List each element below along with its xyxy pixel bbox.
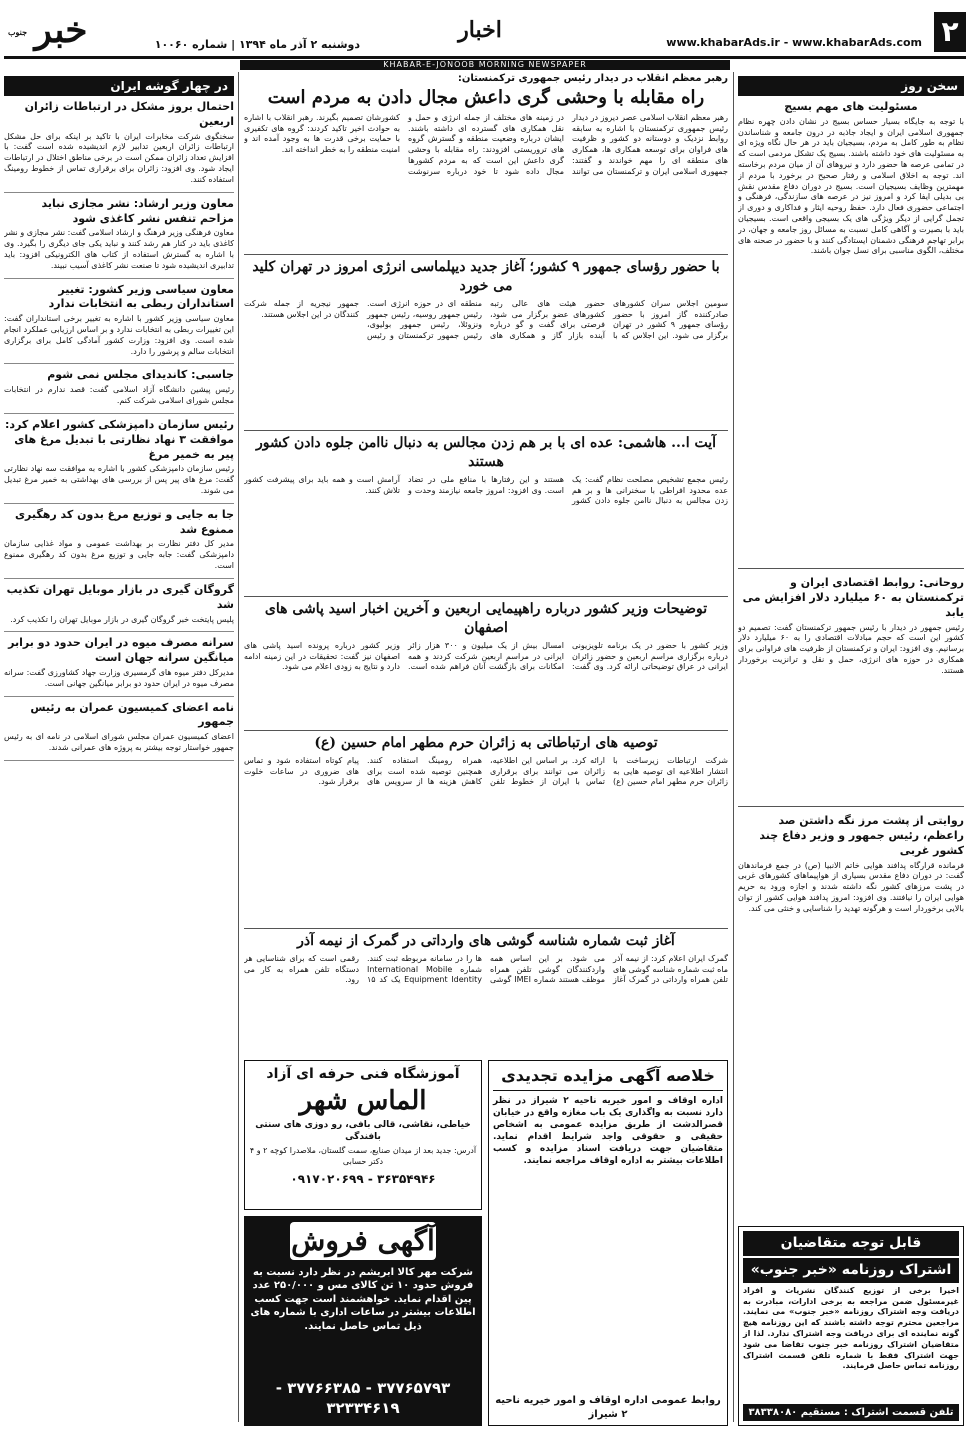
editorial-banner: سخن روز xyxy=(738,76,964,96)
story-energy xyxy=(244,258,728,428)
website-url[interactable]: www.khabarAds.ir - www.khabarAds.com xyxy=(666,36,922,49)
story2-body: سومین اجلاس سران کشورهای صادرکننده گاز امروز با حضور رؤسای جمهور ۹ کشور در تهران برگزار می شود. این اجلاس که با حضور هیئت های عالی رتبه کشورهای عضو برگزار می شود، فرصتی برای گفت و گو درباره آینده بازار گاز و همکاری های منطقه ای در حوزه انرژی است. رئیس جمهور روسیه، رئیس جمهور ونزوئلا، رئیس جمهور بولیوی، رئیس جمهور ترکمنستان و رئیس جمهور نیجریه از جمله شرکت کنندگان در این اجلاس هستند. xyxy=(244,298,728,341)
sidebar-news-body: اعضای کمیسیون عمران مجلس شورای اسلامی در نامه ای به رئیس جمهور خواستار توجه بیشتر به پروژه های عمرانی شدند. xyxy=(4,732,234,753)
sidebar-news-item xyxy=(4,701,234,761)
defense-headline: روایتی از پشت مرز نگه داشتن صد راعظم، رئیس جمهور و وزیر دفاع چند کشور غربی xyxy=(759,814,964,857)
defense-body: فرمانده قرارگاه پدافند هوایی خاتم الانبیا (ص) در جمع فرماندهان گفت: در دوران دفاع مقدس بسیاری از هواپیماهای کشورهای غربی در پشت مرزهای کشور نگه داشته شدند و اجازه ورود به حریم هوایی ایران را نیافتند. وی افزود: امروز پدافند هوایی کشور از توان بالایی برخوردار است و هرگونه تهدید را شناسایی و خنثی می کند. xyxy=(738,860,964,913)
editorial-body: با توجه به جایگاه بسیار حساس بسیج در نشان دادن چهره نظام جمهوری اسلامی ایران و ایجاد جاذبه در درون جامعه و شناساندن نظام به طور کامل به مردم، بسیجیان باید در هر حال نگاه ویژه ای به مسئولیت های خود داشته باشند. بسیج یک تشکل مردمی است که در تمامی عرصه ها حضور دارد و نیروهای آن از میان مردم برخاسته اند. توجه به اخلاق اسلامی و رفتار صحیح در برخورد با مردم از مهمترین وظایف بسیجیان است. بسیج در دوران دفاع مقدس نقش بی بدیلی ایفا کرد و امروز نیز در عرصه های سازندگی، فرهنگی و اجتماعی حضوری فعال دارد. حفظ روحیه ایثار و فداکاری و دوری از تجمل گرایی از دیگر ویژگی های یک بسیجی واقعی است. بسیجیان باید با بصیرت و آگاهی کامل نسبت به مسائل روز جامعه و جهان، در برابر تهاجم فرهنگی دشمنان ایستادگی کنند و با حضور در صحنه های مختلف، الگوی مناسبی برای نسل جوان باشند. xyxy=(738,116,964,256)
sidebar-news-body: رئیس پیشین دانشگاه آزاد اسلامی گفت: قصد ندارم در انتخابات مجلس شورای اسلامی شرکت کنم. xyxy=(4,385,234,406)
story-imei xyxy=(244,932,728,1052)
lead-story xyxy=(244,72,728,252)
school-ad xyxy=(244,1060,482,1210)
sidebar-banner: در چهار گوشه ایران xyxy=(4,76,234,96)
sale-phones: ۳۷۷۶۵۷۹۳ - ۳۷۷۶۶۳۸۵ - ۳۲۳۳۴۶۱۹ xyxy=(275,1378,451,1417)
sidebar-news-title: رئیس سازمان دامپزشکی کشور اعلام کرد: موافقت ۳ نهاد نظارتی با تبدیل مرغ های پیر به خمیر مرغ xyxy=(5,417,234,461)
divider xyxy=(738,806,964,807)
masthead-rule xyxy=(4,56,966,59)
sidebar-news-title: گروگان گیری در بازار موبایل تهران تکذیب شد xyxy=(6,582,234,611)
sidebar-news-body: معاون فرهنگی وزیر فرهنگ و ارشاد اسلامی گفت: نشر مجازی و نشر کاغذی باید در کنار هم رشد کنند و نباید یکی جای دیگری را بگیرد. وی با اشاره به گسترش استفاده از کتاب های الکترونیکی افزود: باید تدابیری اندیشیده شود تا صنعت نشر کاغذی آسیب نبیند. xyxy=(4,228,234,270)
column-divider xyxy=(238,72,239,1422)
subscribe-phone: تلفن قسمت اشتراک : مستقیم ۳۸۳۳۸۰۸۰ xyxy=(743,1404,959,1422)
sidebar-news-body: پلیس پایتخت خبر گروگان گیری در بازار موبایل تهران را تکذیب کرد. xyxy=(10,614,234,624)
sidebar-news-title: معاون وزیر ارشاد: نشر مجازی نباید مزاحم تنفس نشر کاغذی شود xyxy=(41,196,234,225)
sidebar-news-item xyxy=(4,100,234,193)
sale-body: شرکت مهر کالا ابریشم در نظر دارد نسبت به فروش حدود ۱۰ تن کالای مس و ۲۵۰/۰۰۰ عدد پین اقدام نماید. خواهشمند است جهت کسب اطلاعات بیشتر در ساعات اداری با شماره های ذیل تماس حاصل نمایند. xyxy=(250,1266,476,1332)
story5-body: شرکت ارتباطات زیرساخت با انتشار اطلاعیه ای توصیه هایی به زائران حرم مطهر امام حسین (ع) ارائه کرد. بر اساس این اطلاعیه، زائران می توانند برای برقراری تماس با ایران از خطوط تلفن همراه رومینگ استفاده کنند. همچنین توصیه شده است برای کاهش هزینه ها از سرویس های پیام کوتاه استفاده شود و تماس های ضروری در ساعات خلوت برقرار شود. xyxy=(244,755,728,787)
story-interior xyxy=(244,600,728,728)
divider xyxy=(244,254,728,255)
page-number: ۲ xyxy=(934,12,966,52)
defense-story xyxy=(738,810,964,1222)
lead-body: رهبر معظم انقلاب اسلامی عصر دیروز در دیدار رئیس جمهوری ترکمنستان با اشاره به سابقه روابط نزدیک و دوستانه دو کشور و ظرفیت های فراوان برای توسعه همکاری ها، همکاری های منطقه ای را مهم خواندند و گفتند: جمهوری اسلامی ایران و ترکمنستان می توانند در زمینه های مختلف از جمله انرژی و حمل و نقل همکاری های گسترده ای داشته باشند. ایشان درباره وضعیت منطقه و گسترش گروه های تروریستی افزودند: راه مقابله با وحشی گری داعش این است که به مردم کشورها مجال داده شود تا خود درباره سرنوشت کشورشان تصمیم بگیرند. رهبر انقلاب با اشاره به حوادث اخیر تاکید کردند: گروه های تکفیری با حمایت برخی قدرت ها به وجود آمده اند و امنیت منطقه را به خطر انداخته اند. xyxy=(244,112,728,176)
sidebar-news-title: نامه اعضای کمیسیون عمران به رئیس جمهور xyxy=(30,700,234,729)
sidebar-news-item xyxy=(4,197,234,279)
school-line1: آموزشگاه فنی حرفه ای آزاد xyxy=(266,1066,460,1082)
sidebar-news-body: رئیس سازمان دامپزشکی کشور با اشاره به موافقت سه نهاد نظارتی گفت: مرغ های پیر پس از بررسی های بهداشتی به خمیر مرغ تبدیل می شوند. xyxy=(4,464,234,495)
turkmen-body: رئیس جمهور در دیدار با رئیس جمهور ترکمنستان گفت: تصمیم دو کشور این است که حجم مبادلات اقتصادی را به ۶۰ میلیارد دلار برسانیم. وی افزود: ایران و ترکمنستان از ظرفیت های فراوانی برای همکاری در حوزه های انرژی، حمل و نقل و ترانزیت برخوردار هستند. xyxy=(738,622,964,675)
story-hashemi xyxy=(244,434,728,594)
sidebar-news-body: معاون سیاسی وزیر کشور با اشاره به تغییر برخی استانداران گفت: این تغییرات ربطی به انتخابات ندارد و بر اساس ارزیابی عملکرد انجام شده است. وی افزود: وزارت کشور آمادگی کامل برای برگزاری انتخابات سالم و پرشور را دارد. xyxy=(4,314,234,356)
auction-title: خلاصه آگهی مزایده تجدیدی xyxy=(493,1065,723,1091)
column-divider xyxy=(733,72,734,1422)
school-name: الماس شهر xyxy=(299,1085,427,1116)
logo-subtext: جنوب xyxy=(8,27,28,37)
sidebar-news-body: مدیرکل دفتر میوه های گرمسیری وزارت جهاد کشاورزی گفت: سرانه مصرف میوه در ایران حدود دو برابر میانگین جهانی است. xyxy=(4,668,234,688)
sidebar-news-title: سرانه مصرف میوه در ایران حدود دو برابر میانگین سرانه جهان است xyxy=(8,636,234,665)
sidebar-column xyxy=(4,76,234,1426)
sidebar-news-title: معاون سیاسی وزیر کشور: تغییر استانداران ربطی به انتخابات ندارد xyxy=(48,282,234,311)
sidebar-news-item xyxy=(4,283,234,365)
divider xyxy=(244,730,728,731)
auction-ad xyxy=(488,1060,728,1426)
lead-headline: راه مقابله با وحشی گری داعش مجال دادن به مردم است xyxy=(267,86,705,108)
story3-body: رئیس مجمع تشخیص مصلحت نظام گفت: یک عده محدود افراطی با سخنرانی ها و بر هم زدن مجالس به دنبال ناامن جلوه دادن کشور هستند و این رفتارها با منافع ملی در تضاد است. وی افزود: امروز جامعه نیازمند وحدت و آرامش است و همه باید برای پیشرفت کشور تلاش کنند. xyxy=(244,474,728,506)
story3-headline: آیت ا... هاشمی: عده ای با بر هم زدن مجالس به دنبال ناامن جلوه دادن کشور هستند xyxy=(255,435,717,470)
story-pilgrims xyxy=(244,734,728,926)
school-address: آدرس: جدید بعد از میدان صنایع، سمت گلستان، ملاصدرا کوچه ۲ و ۴ دکتر حسابی xyxy=(249,1146,477,1167)
divider xyxy=(244,928,728,929)
sidebar-news-item xyxy=(4,418,234,504)
sidebar-news-item xyxy=(4,583,234,632)
divider xyxy=(738,568,964,569)
story4-headline: توضیحات وزیر کشور درباره راهپیمایی اربعین و آخرین اخبار اسید پاشی های اصفهان xyxy=(264,601,708,636)
turkmen-story xyxy=(738,572,964,802)
story4-body: وزیر کشور با حضور در یک برنامه تلویزیونی درباره برگزاری مراسم اربعین و حضور زائران ایرانی در عراق توضیحاتی ارائه کرد. وی گفت: امسال بیش از یک میلیون و ۳۰۰ هزار زائر ایرانی در مراسم اربعین شرکت کردند و همه امکانات برای بازگشت آنان فراهم شده است. وزیر کشور درباره پرونده اسید پاشی های اصفهان نیز گفت: تحقیقات در این زمینه ادامه دارد و نتایج به زودی اعلام می شود. xyxy=(244,640,728,672)
sale-ad xyxy=(244,1216,482,1426)
story6-headline: آغاز ثبت شماره شناسه گوشی های وارداتی در گمرک از نیمه آذر xyxy=(297,933,675,949)
subscribe-title2: اشتراک روزنامه «خبر جنوب» xyxy=(743,1258,959,1283)
turkmen-headline: روحانی: روابط اقتصادی ایران و ترکمنستان به ۶۰ میلیارد دلار افزایش می یابد xyxy=(742,576,964,619)
logo-text: خبر xyxy=(34,9,88,51)
divider xyxy=(244,596,728,597)
school-courses: خیاطی، نقاشی، قالی بافی، رو دوزی های سنتی بافندگی xyxy=(255,1119,471,1143)
sidebar-news-item xyxy=(4,508,234,579)
auction-footer: روابط عمومی اداره اوقاف و امور خیریه ناحیه ۲ شیراز xyxy=(495,1395,721,1420)
divider xyxy=(244,430,728,431)
sidebar-news-title: جاسبی: کاندیدای مجلس نمی شوم xyxy=(47,368,234,382)
school-phone: ۳۶۳۵۴۹۴۶ - ۰۹۱۷۰۲۰۶۹۹ xyxy=(290,1171,436,1186)
sale-title: آگهی فروش xyxy=(290,1222,436,1260)
subscribe-box xyxy=(738,1226,964,1426)
story6-body: گمرک ایران اعلام کرد: از نیمه آذر ماه ثبت شماره شناسه گوشی های تلفن همراه وارداتی در گمرک آغاز می شود. بر این اساس همه واردکنندگان گوشی تلفن همراه موظف هستند شماره IMEI گوشی ها را در سامانه مربوطه ثبت کنند. شماره International Mobile Equipment Identity یک کد ۱۵ رقمی است که برای شناسایی هر دستگاه تلفن همراه به کار می رود. xyxy=(244,953,728,985)
newspaper-logo xyxy=(6,8,116,54)
editorial-title: مسئولیت های مهم بسیج xyxy=(784,100,918,113)
lead-kicker: رهبر معظم انقلاب در دیدار رئیس جمهوری ترکمنستان: xyxy=(457,73,728,84)
story5-headline: توصیه های ارتباطاتی به زائران حرم مطهر امام حسین (ع) xyxy=(314,735,658,751)
auction-body: اداره اوقاف و امور خیریه ناحیه ۲ شیراز در نظر دارد نسبت به واگذاری یک باب مغازه واقع در خیابان قصرالدشت از طریق مزایده عمومی به اشخاص حقیقی و حقوقی واجد شرایط اقدام نماید. متقاضیان جهت دریافت اسناد مزایده و کسب اطلاعات بیشتر به اداره اوقاف مراجعه نمایند. xyxy=(493,1095,723,1167)
sidebar-news-item xyxy=(4,636,234,696)
subscribe-body: اخیرا برخی از توزیع کنندگان نشریات و افراد غیرمسئول ضمن مراجعه به برخی ادارات، مبادرت به دریافت وجه اشتراک روزنامه «خبر جنوب» می نمایند. مراجعین محترم توجه داشته باشند که این روزنامه هیچ گونه نماینده ای برای دریافت وجه اشتراک ندارد. لذا از متقاضیان اشتراک روزنامه خبر جنوب تقاضا می شود جهت اشتراک فقط با شماره تلفن قسمت اشتراک روزنامه تماس حاصل فرمایند. xyxy=(743,1285,959,1371)
sidebar-news-body: سخنگوی شرکت مخابرات ایران با تاکید بر اینکه برای حل مشکل ارتباطات زائران اربعین تدابیر لازم اندیشیده شده است گفت: با افزایش تعداد زائران ممکن است در برخی مناطق اختلال در ارتباطات ایجاد شود. وی افزود: زائران برای برقراری تماس از خطوط رومینگ استفاده کنند. xyxy=(4,131,234,184)
sidebar-news-title: احتمال بروز مشکل در ارتباطات زائران اربعین xyxy=(24,100,234,128)
date-issue: دوشنبه ۲ آذر ماه ۱۳۹۴ | شماره ۱۰۰۶۰ xyxy=(154,38,360,51)
sidebar-news-item xyxy=(4,368,234,413)
sidebar-news-body: مدیر کل دفتر نظارت بر بهداشت عمومی و مواد غذایی سازمان دامپزشکی گفت: جابه جایی و توزیع مرغ بدون کد رهگیری ممنوع است. xyxy=(4,539,234,571)
tagline: KHABAR-E-JONOOB MORNING NEWSPAPER xyxy=(240,60,730,70)
sidebar-news-title: جا به جایی و توزیع مرغ بدون کد رهگیری ممنوع شد xyxy=(14,507,234,536)
story2-headline: با حضور رؤسای جمهور ۹ کشور؛ آغاز جدید دیپلماسی انرژی امروز در تهران کلید می خورد xyxy=(252,259,720,294)
editorial-column xyxy=(738,76,964,566)
subscribe-title1: قابل توجه متقاضیان xyxy=(743,1231,959,1256)
section-title: اخبار xyxy=(458,17,502,43)
